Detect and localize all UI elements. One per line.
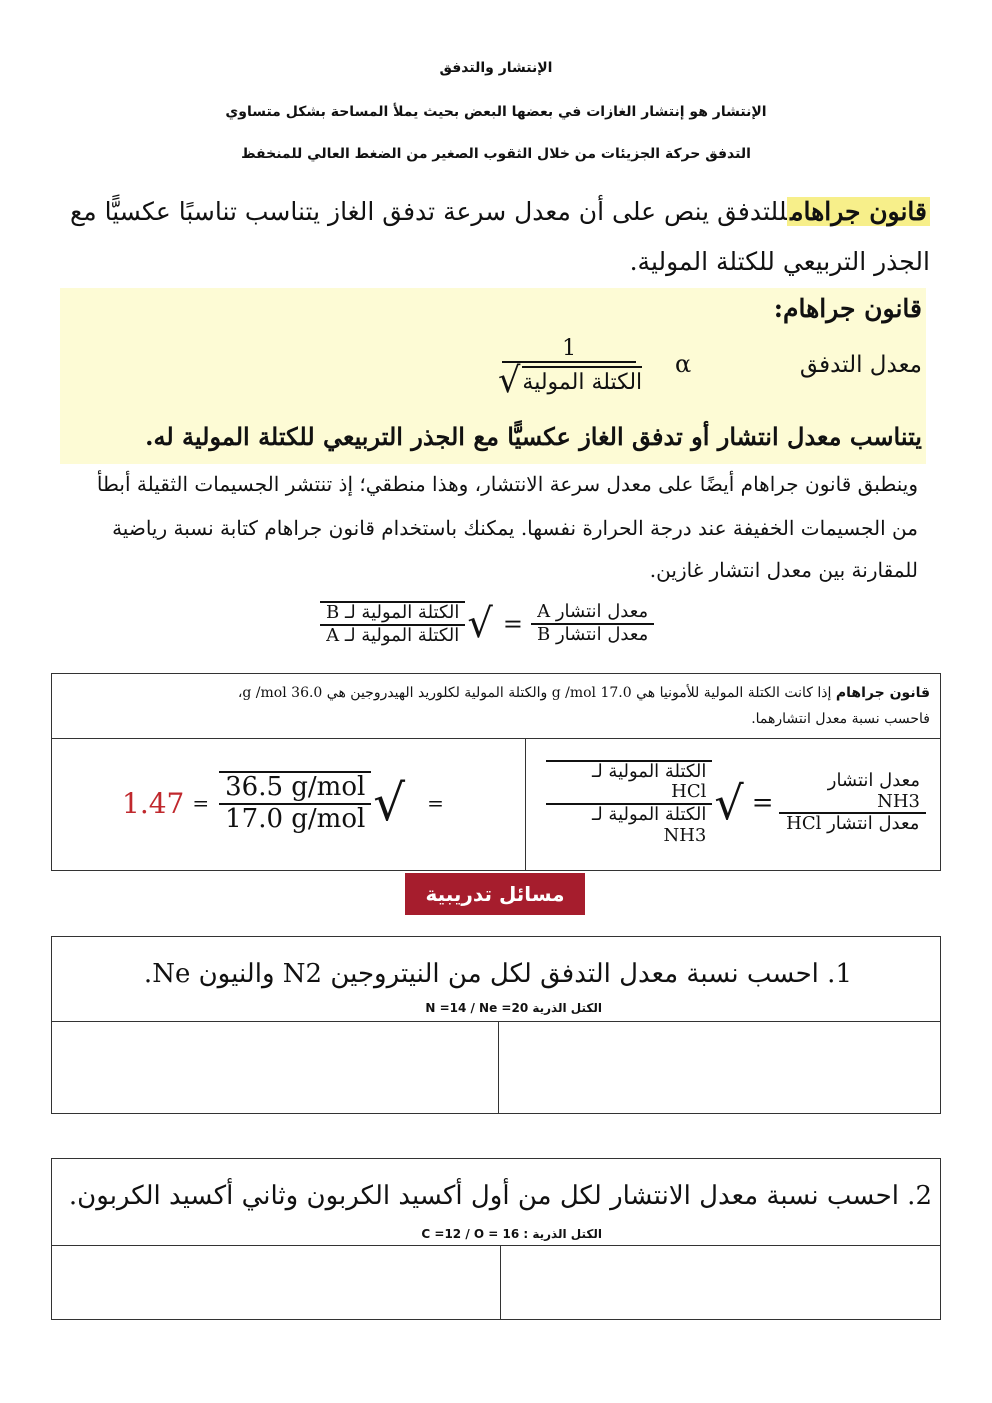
example-label: قانون جراهام xyxy=(835,685,930,701)
inverse-sqrt-fraction xyxy=(490,336,648,402)
question-2-divider-vertical xyxy=(500,1245,501,1319)
proportional-symbol: α xyxy=(675,350,692,378)
square-root-icon: √ xyxy=(498,360,521,402)
calc-denominator: 17.0 g/mol xyxy=(225,804,366,834)
effusion-definition: التدفق حركة الجزيئات من خلال الثقوب الصغير من الضغط العالي للمنخفظ xyxy=(241,146,751,162)
mass-ratio-root xyxy=(320,601,495,646)
question-2-box xyxy=(51,1158,941,1320)
question-1-masses xyxy=(425,1001,602,1015)
example-statement: إذا كانت الكتلة المولية للأمونيا هي 17.0 g /mol والكتلة المولية لكلوريد الهيدروجين هي 36.0 g /mol، xyxy=(237,685,832,701)
equals-sign: = xyxy=(502,610,523,638)
mass-ratio-fraction xyxy=(320,601,465,646)
rate-a-label: معدل انتشار A xyxy=(531,602,654,625)
example-divider-vertical xyxy=(525,738,526,870)
example-symbolic-formula xyxy=(546,758,926,848)
nh3-mass-label: الكتلة المولية لـ NH3 xyxy=(591,804,707,846)
mass-b-label: الكتلة المولية لـ B xyxy=(320,603,465,626)
law-statement-text1: للتدفق ينص على أن معدل سرعة تدفق الغاز يتناسب تناسبًا عكسيًّا مع xyxy=(69,197,788,226)
question-1-divider-vertical xyxy=(498,1021,499,1113)
square-root-icon: √ xyxy=(373,774,406,832)
example-divider-horizontal xyxy=(52,738,940,739)
paragraph-line3: للمقارنة بين معدل انتشار غازين. xyxy=(649,558,918,582)
question-2-text: 2. احسب نسبة معدل الانتشار لكل من أول أكسيد الكربون وثاني أكسيد الكربون. xyxy=(68,1181,932,1211)
question-1-divider-horizontal xyxy=(52,1021,940,1022)
question-1-masses-label: الكتل الذرية xyxy=(532,1001,602,1015)
question-2-answer-right[interactable] xyxy=(502,1247,938,1317)
diffusion-definition: الإنتشار هو إنتشار الغازات في بعضها البعض بحيث يملأ المساحة بشكل متساوي xyxy=(225,104,767,120)
square-root-icon: √ xyxy=(467,601,493,647)
molar-mass-label: الكتلة المولية xyxy=(522,366,642,395)
question-1-masses-values: N =14 / Ne =20 xyxy=(425,1001,529,1015)
calc-numerator: 36.5 g/mol xyxy=(219,773,371,805)
paragraph-line2: من الجسيمات الخفيفة عند درجة الحرارة نفسها. يمكنك باستخدام قانون جراهام كتابة نسبة رياضية xyxy=(112,516,918,540)
law-box-statement: يتناسب معدل انتشار أو تدفق الغاز عكسيًّا مع الجذر التربيعي للكتلة المولية له. xyxy=(145,422,922,451)
page-title: الإنتشار والتدفق xyxy=(439,60,553,76)
example-equals-sign: = xyxy=(751,788,774,818)
general-graham-formula xyxy=(320,592,680,656)
question-2-masses xyxy=(421,1227,602,1241)
calc-equals-sign: = xyxy=(427,791,444,815)
example-mass-root xyxy=(546,760,746,847)
nh3-rate-label: معدل انتشار NH3 xyxy=(779,771,926,814)
law-statement-line1 xyxy=(60,190,930,234)
paragraph-line1: وينطبق قانون جراهام أيضًا على معدل سرعة الانتشار، وهذا منطقي؛ إذ تنتشر الجسيمات الثقيلة أبطأ xyxy=(96,472,918,496)
question-2-answer-left[interactable] xyxy=(52,1247,498,1317)
calc-root xyxy=(219,771,407,835)
result-value: 1.47 xyxy=(122,786,185,820)
law-box xyxy=(60,288,926,464)
square-root-icon: √ xyxy=(714,776,744,830)
law-name-highlight: قانون جراهام xyxy=(787,197,930,226)
question-2-divider-horizontal xyxy=(52,1245,940,1246)
rate-ratio-fraction xyxy=(531,602,654,645)
hcl-rate-label: معدل انتشار HCl xyxy=(786,813,920,835)
practice-banner: مسائل تدريبية xyxy=(405,873,585,915)
mass-a-label: الكتلة المولية لـ A xyxy=(326,625,460,646)
example-mass-fraction xyxy=(546,760,712,847)
law-statement-line2: الجذر التربيعي للكتلة المولية. xyxy=(629,247,930,276)
effusion-rate-label: معدل التدفق xyxy=(799,352,922,378)
question-2-masses-label: الكتل الذرية : xyxy=(523,1227,602,1241)
hcl-mass-label: الكتلة المولية لـ HCl xyxy=(546,762,712,805)
question-1-text: 1. احسب نسبة معدل التدفق لكل من النيتروجين N2 والنيون Ne. xyxy=(143,959,852,989)
question-2-masses-values: C =12 / O = 16 xyxy=(421,1227,520,1241)
law-box-heading: قانون جراهام: xyxy=(773,294,922,323)
fraction-numerator: 1 xyxy=(502,336,636,363)
rate-b-label: معدل انتشار B xyxy=(537,624,649,645)
question-1-box xyxy=(51,936,941,1114)
fraction-denominator xyxy=(490,360,648,402)
question-1-answer-right[interactable] xyxy=(500,1023,938,1111)
calc-fraction xyxy=(219,771,371,835)
example-rate-fraction xyxy=(779,771,926,835)
example-box xyxy=(51,673,941,871)
result-equals-sign: = xyxy=(192,791,210,815)
example-numeric-calc xyxy=(122,758,462,848)
example-text xyxy=(60,680,930,732)
example-question: فاحسب نسبة معدل انتشارهما. xyxy=(751,711,930,727)
question-1-answer-left[interactable] xyxy=(52,1023,496,1111)
